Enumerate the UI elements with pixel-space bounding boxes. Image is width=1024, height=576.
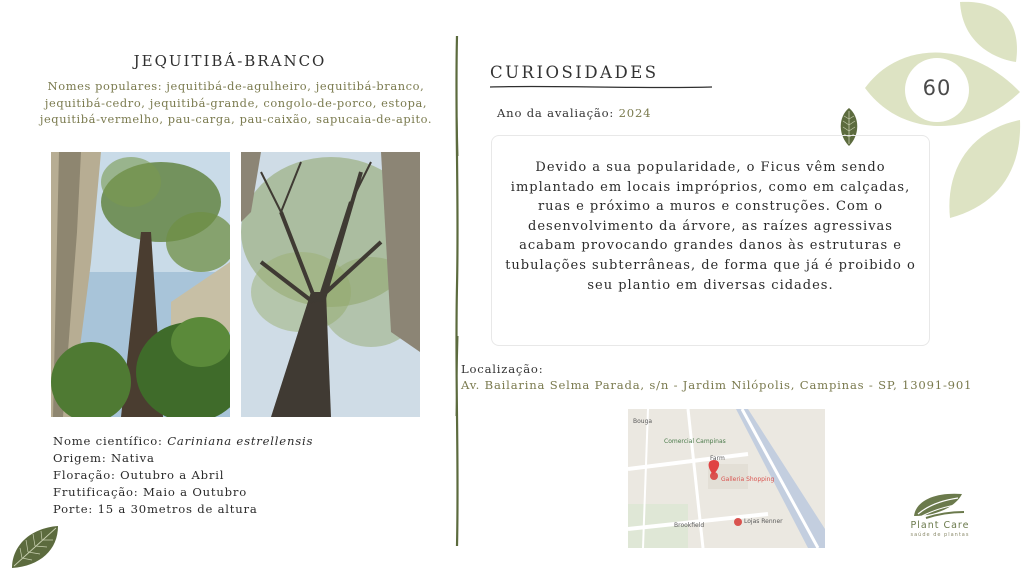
scientific-name-value: Cariniana estrellensis bbox=[167, 434, 314, 448]
map-label-4: Lojas Renner bbox=[744, 518, 783, 525]
tree-name-title: JEQUITIBÁ-BRANCO bbox=[133, 52, 327, 70]
page-number: 60 bbox=[922, 76, 952, 100]
map-label-1: Comercial Campinas bbox=[664, 438, 726, 445]
location-label: Localização: bbox=[461, 362, 544, 376]
fruiting-line: Frutificação: Maio a Outubro bbox=[53, 485, 247, 499]
location-address: Av. Bailarina Selma Parada, s/n - Jardim Nilópolis, Campinas - SP, 13091-901 bbox=[461, 378, 973, 392]
map-label-5: Brookfield bbox=[674, 522, 705, 529]
year-value: 2024 bbox=[618, 106, 652, 120]
curiosity-text: Devido a sua popularidade, o Ficus vêm sendo implantado em locais impróprios, como em calçadas, ruas e próximo a muros e construções. Com o desenvolvimento da árvore, as raízes agressivas acabam provocando grandes danos às estruturas e tubulações subterrâneas, de forma que já é proibido o seu plantio em diversas cidades. bbox=[505, 160, 916, 293]
popular-names-text: Nomes populares: jequitibá-de-agulheiro, jequitibá-branco, jequitibá-cedro, jequitibá-grande, congolo-de-porco, estopa, jequitibá-vermelho, pau-carga, pau-caixão, sapucaia-de-apito. bbox=[39, 79, 433, 127]
title-underline bbox=[490, 84, 712, 90]
logo-name: Plant Care bbox=[910, 520, 970, 531]
curiosidades-title: CURIOSIDADES bbox=[490, 63, 659, 82]
evaluation-year bbox=[497, 106, 651, 120]
origin-line: Origem: Nativa bbox=[53, 451, 155, 465]
flowering-line: Floração: Outubro a Abril bbox=[53, 468, 225, 482]
leaf-icon-bottom-left bbox=[8, 522, 62, 570]
location-map bbox=[628, 409, 825, 548]
year-label: Ano da avaliação: bbox=[497, 106, 619, 120]
scientific-name-label: Nome científico: bbox=[53, 434, 168, 448]
tree-photo-right bbox=[241, 152, 420, 417]
tree-photo-left bbox=[51, 152, 230, 417]
map-label-2: Farm bbox=[710, 455, 725, 462]
scientific-name-line bbox=[53, 433, 313, 450]
vertical-divider bbox=[452, 36, 462, 546]
map-label-0: Bouga bbox=[633, 418, 653, 425]
tree-facts bbox=[53, 433, 313, 518]
logo-tagline: saúde de plantas bbox=[910, 532, 970, 538]
map-label-3: Galleria Shopping bbox=[721, 476, 775, 483]
curiosity-box bbox=[491, 135, 930, 346]
size-line: Porte: 15 a 30metros de altura bbox=[53, 502, 258, 516]
